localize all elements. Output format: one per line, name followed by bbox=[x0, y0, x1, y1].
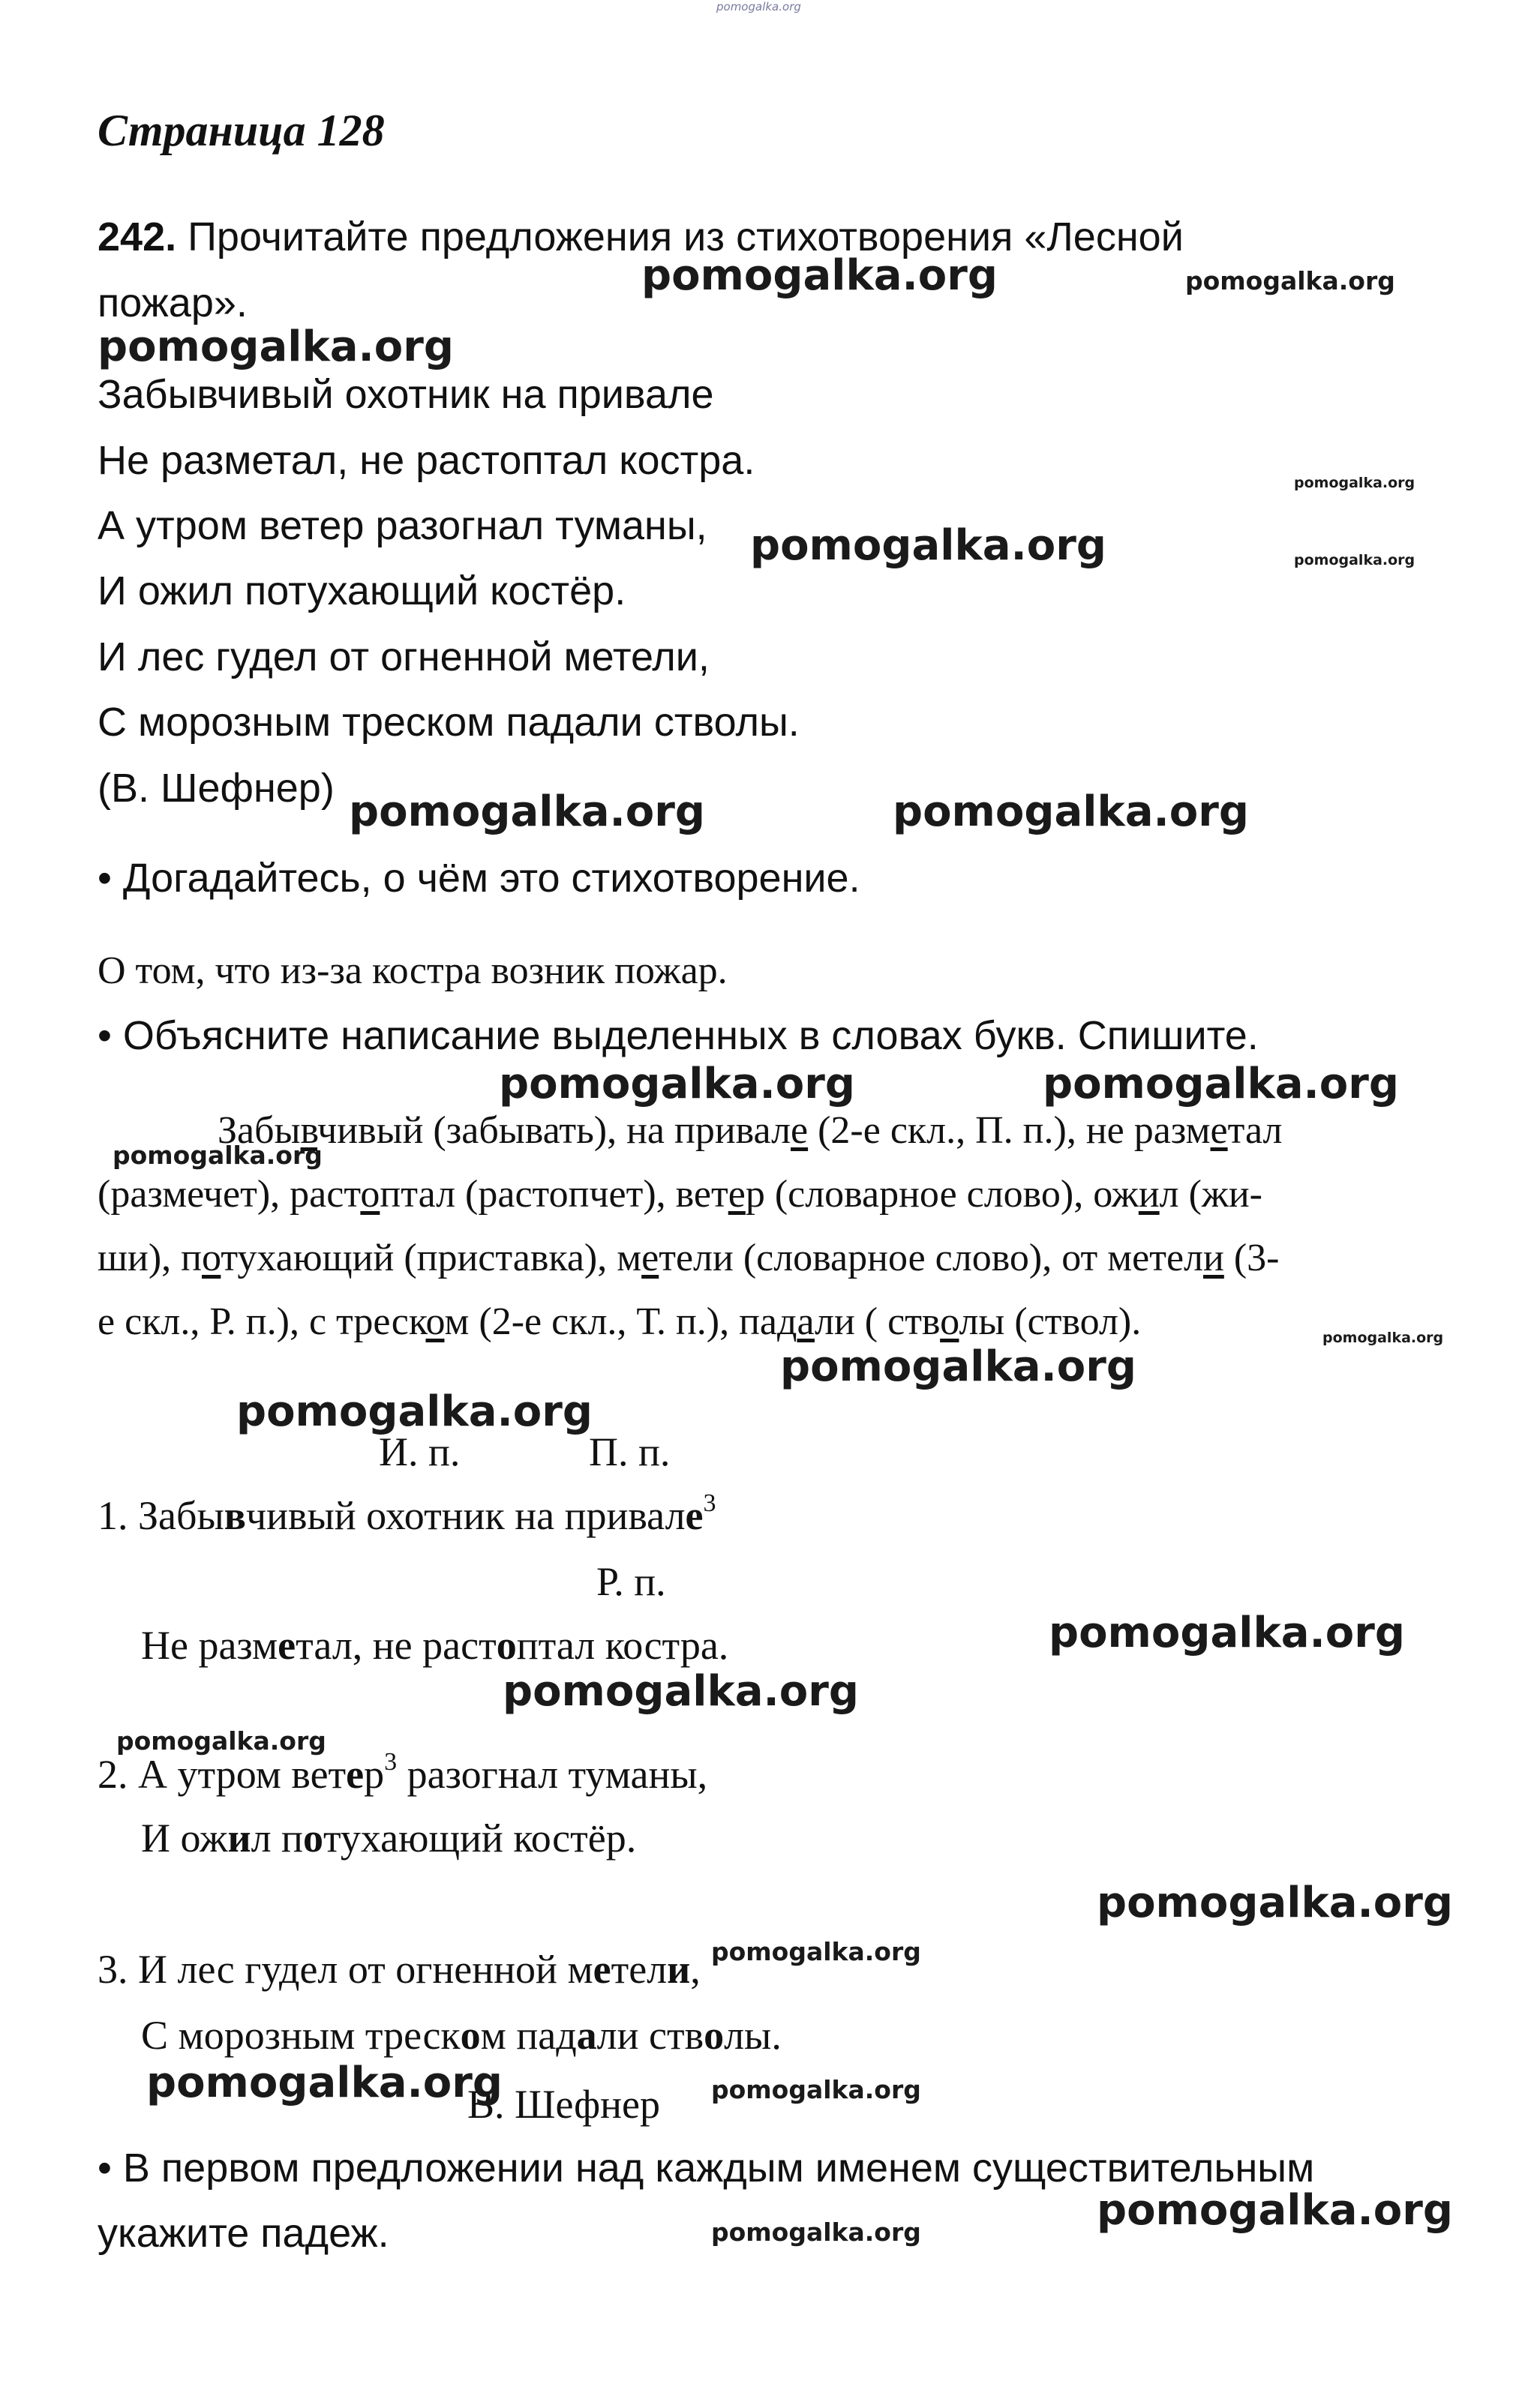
case-label-genitive: Р. п. bbox=[596, 1559, 666, 1604]
watermark: pomogalka.org bbox=[780, 1342, 1136, 1391]
case-label-nominative: И. п. bbox=[379, 1429, 461, 1474]
rewrite-sentence-2-line2: И ожил потухающий костёр. bbox=[141, 1816, 637, 1861]
poem-line: Забывчивый охотник на привале bbox=[98, 372, 714, 417]
rewrite-sentence-1: 1. Забывчивый охотник на привале$^3$ bbox=[98, 1489, 716, 1538]
watermark: pomogalka.org bbox=[711, 1937, 921, 1966]
question-case-line2: укажите падеж. bbox=[98, 2211, 389, 2256]
task-intro-line2: пожар». bbox=[98, 280, 248, 325]
poem-line: С морозным треском падали стволы. bbox=[98, 700, 800, 745]
watermark: pomogalka.org bbox=[116, 1726, 326, 1756]
rewrite-sentence-1-line2: Не разметал, не растоптал костра. bbox=[141, 1623, 729, 1668]
explanation-line: е скл., Р. п.), с треском (2-е скл., Т. п.), падали ( стволы (ствол). bbox=[98, 1300, 1142, 1343]
rewrite-sentence-3: 3. И лес гудел от огненной метели, bbox=[98, 1947, 701, 1992]
watermark: pomogalka.org bbox=[1097, 2186, 1453, 2235]
watermark: pomogalka.org bbox=[750, 521, 1106, 570]
rewrite-author: В. Шефнер bbox=[467, 2082, 660, 2127]
watermark: pomogalka.org bbox=[113, 1141, 323, 1170]
top-watermark: pomogalka.org bbox=[716, 0, 801, 13]
poem-line: Не разметал, не растоптал костра. bbox=[98, 438, 755, 483]
explanation-line: (размечет), растоптал (растопчет), ветер (словарное слово), ожил (жи- bbox=[98, 1173, 1262, 1216]
question-explain: • Объясните написание выделенных в словах букв. Спишите. bbox=[98, 1013, 1259, 1058]
watermark: pomogalka.org bbox=[98, 322, 454, 371]
watermark: pomogalka.org bbox=[1185, 266, 1395, 295]
watermark: pomogalka.org bbox=[499, 1060, 855, 1108]
watermark: pomogalka.org bbox=[503, 1667, 859, 1716]
case-label-prepositional: П. п. bbox=[589, 1429, 671, 1474]
watermark: pomogalka.org bbox=[349, 787, 705, 836]
rewrite-sentence-3-line2: С морозным треском падали стволы. bbox=[141, 2013, 782, 2058]
watermark: pomogalka.org bbox=[641, 251, 998, 300]
watermark: pomogalka.org bbox=[236, 1387, 593, 1436]
page-title: Страница 128 bbox=[98, 106, 385, 155]
explanation-line: ши), потухающий (приставка), метели (словарное слово), от метели (3- bbox=[98, 1237, 1280, 1279]
poem-line: И ожил потухающий костёр. bbox=[98, 568, 626, 613]
watermark: pomogalka.org bbox=[1097, 1879, 1453, 1927]
poem-author: (В. Шефнер) bbox=[98, 766, 335, 811]
task-intro-text: Прочитайте предложения из стихотворения «Лесной bbox=[176, 214, 1184, 259]
watermark: pomogalka.org bbox=[1322, 1330, 1444, 1346]
watermark: pomogalka.org bbox=[1049, 1609, 1405, 1657]
answer-guess: О том, что из-за костра возник пожар. bbox=[98, 949, 728, 992]
poem-line: А утром ветер разогнал туманы, bbox=[98, 503, 707, 548]
rewrite-sentence-2: 2. А утром ветер$^3$ разогнал туманы, bbox=[98, 1748, 708, 1797]
watermark: pomogalka.org bbox=[711, 2075, 921, 2104]
task-intro-line1 bbox=[98, 214, 1184, 260]
explanation-line: Забывчивый (забывать), на привале (2-е скл., П. п.), не разметал bbox=[218, 1109, 1283, 1152]
poem-line: И лес гудел от огненной метели, bbox=[98, 634, 710, 679]
watermark: pomogalka.org bbox=[146, 2059, 503, 2107]
task-number: 242. bbox=[98, 214, 177, 259]
watermark: pomogalka.org bbox=[893, 787, 1249, 836]
watermark: pomogalka.org bbox=[1043, 1060, 1399, 1108]
question-guess: • Догадайтесь, о чём это стихотворение. bbox=[98, 856, 860, 901]
question-case-line1: • В первом предложении над каждым именем существительным bbox=[98, 2146, 1315, 2191]
watermark: pomogalka.org bbox=[711, 2218, 921, 2247]
watermark: pomogalka.org bbox=[1294, 475, 1415, 491]
watermark: pomogalka.org bbox=[1294, 552, 1415, 568]
